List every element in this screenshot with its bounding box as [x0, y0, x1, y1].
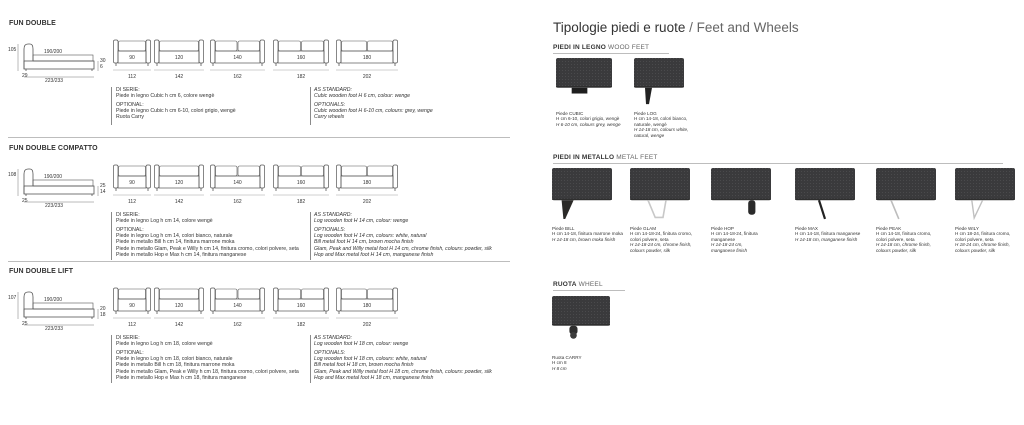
- it-spec-line: OPTIONAL:: [116, 349, 144, 356]
- front-view-drawing: [113, 285, 151, 331]
- front-view-drawing: [154, 162, 204, 208]
- sofa-width-label: 90: [129, 180, 135, 186]
- it-spec-line: Piede in legno Log h cm 18, colore wengè: [116, 341, 213, 348]
- en-spec-line: Hop and Max metal foot H 14 cm, manganese finish: [314, 251, 434, 258]
- foot-caption-line: H 14-18-24 cm,: [711, 242, 743, 248]
- foot-caption-line: H 14-18 cm, chrome finish,: [876, 242, 931, 248]
- wheel-heading-it: RUOTA: [553, 281, 577, 288]
- sofa-total-width: 142: [174, 322, 184, 328]
- peak-foot-photo: [876, 168, 936, 220]
- it-spec-line: Piede in legno Log h cm 14, colore wengè: [116, 218, 213, 225]
- section-divider: [8, 137, 510, 138]
- side-top-dim: 190/200: [44, 49, 63, 55]
- en-spec-line: Glam, Peak and Willy metal foot H 14 cm, chrome finish, colours: powder, silk: [314, 245, 492, 252]
- front-view-drawing: [210, 285, 265, 331]
- sofa-total-width: 202: [362, 74, 372, 80]
- foot-name: Piede MAX: [795, 226, 818, 231]
- metal-feet-divider: [553, 163, 1003, 164]
- en-spec-line: Glam, Peak and Willy metal foot H 18 cm, chrome finish, colours: powder, silk: [314, 368, 492, 375]
- side-length-dim: 223/233: [45, 203, 64, 209]
- sofa-width-label: 120: [174, 303, 184, 309]
- sofa-total-width: 112: [128, 199, 136, 205]
- sofa-width-label: 120: [174, 180, 184, 186]
- wheel-heading: [553, 281, 603, 288]
- en-spec-line: Bill metal foot H 18 cm, brown mocha finish: [314, 362, 414, 369]
- side-height-label: 107: [8, 295, 17, 301]
- front-view-drawing: [336, 37, 398, 83]
- sofa-width-label: 140: [233, 303, 242, 309]
- side-top-dim: 190/200: [44, 174, 63, 180]
- side-foot-dim: 25: [22, 321, 28, 327]
- foot-caption-line: H cm 8: [552, 360, 567, 366]
- en-spec-line: Log wooden foot H 18 cm, colour: wenge: [314, 341, 409, 348]
- text-divider-left: [111, 87, 112, 125]
- side-right-dim-1: 30: [100, 58, 106, 64]
- side-right-dim-2: 6: [100, 64, 103, 70]
- it-spec-line: Piede in legno Log h cm 14, colori bianco, naturale: [116, 232, 233, 239]
- glam-foot-photo: [630, 168, 690, 220]
- side-foot-dim: 29: [22, 73, 28, 79]
- it-spec-line: Piede in metallo Hop e Max h cm 14, finitura manganese: [116, 251, 247, 258]
- foot-name: Piede LOG: [634, 111, 657, 116]
- foot-caption-line: manganese: [711, 236, 736, 242]
- side-height-label: 108: [8, 172, 17, 178]
- front-view-drawing: [273, 37, 329, 83]
- it-spec-line: Piede in metallo Glam, Peak e Willy h cm 14, finitura cromo, colori polvere, seta: [116, 245, 299, 252]
- sofa-width-label: 160: [296, 303, 306, 309]
- foot-name: Piede PEAK: [876, 226, 902, 231]
- foot-caption-line: H cm 14-18-24, finitura cromo,: [630, 231, 693, 237]
- foot-caption-line: naturale, wengè: [634, 121, 667, 127]
- en-spec-line: AS STANDARD:: [314, 335, 352, 341]
- foot-caption-line: H cm 14-18, finitura manganese: [795, 231, 861, 237]
- foot-caption-line: H 18-24 cm, chrome finish,: [955, 242, 1010, 248]
- wood-feet-heading-en: WOOD FEET: [606, 44, 650, 51]
- front-view-drawing: [336, 285, 398, 331]
- en-spec-line: Hop and Max metal foot H 18 cm, manganese finish: [314, 374, 434, 381]
- it-spec-line: Piede in metallo Hop e Max h cm 18, finitura manganese: [116, 374, 247, 381]
- section-title: FUN DOUBLE COMPATTO: [9, 145, 98, 152]
- page-title-en: / Feet and Wheels: [685, 20, 799, 35]
- it-spec-line: Piede in metallo Bill h cm 18, finitura marrone moka: [116, 362, 235, 369]
- foot-caption-line: H 6-10 cm, colours grey, wenge: [556, 121, 621, 127]
- sofa-total-width: 142: [174, 74, 184, 80]
- sofa-total-width: 162: [233, 322, 242, 328]
- section-title: FUN DOUBLE LIFT: [9, 268, 74, 275]
- it-spec-line: Piede in metallo Glam, Peak e Willy h cm 18, finitura cromo, colori polvere, seta: [116, 368, 299, 375]
- foot-caption-line: natural, wenge: [634, 132, 665, 138]
- metal-feet-heading-it: PIEDI IN METALLO: [553, 154, 615, 161]
- sofa-total-width: 182: [296, 199, 306, 205]
- foot-caption-line: H cm 14-18, finitura marrone moka: [552, 231, 623, 237]
- wheel-divider: [553, 290, 625, 291]
- wily-foot-photo: [955, 168, 1015, 220]
- sofa-width-label: 180: [362, 55, 372, 61]
- front-view-drawing: [113, 37, 151, 83]
- foot-caption-line: H cm 6-10, colori grigio, wengè: [556, 116, 620, 122]
- sofa-total-width: 112: [128, 322, 136, 328]
- foot-caption-line: colori polvere, seta: [955, 236, 994, 242]
- it-spec-line: Ruota Carry: [116, 114, 144, 121]
- en-spec-line: OPTIONALS:: [314, 349, 346, 356]
- en-spec-line: Carry wheels: [314, 114, 345, 121]
- side-length-dim: 223/233: [45, 78, 64, 84]
- side-length-dim: 223/233: [45, 326, 64, 332]
- foot-name: Piede WILY: [955, 226, 979, 231]
- wheel-heading-en: WHEEL: [576, 281, 603, 288]
- text-divider-left: [111, 212, 112, 260]
- it-spec-line: DI SERIE:: [116, 87, 140, 93]
- sofa-width-label: 180: [362, 303, 372, 309]
- sofa-total-width: 182: [296, 74, 306, 80]
- side-right-dim-1: 20: [100, 306, 106, 312]
- sofa-width-label: 160: [296, 180, 306, 186]
- side-top-dim: 190/200: [44, 297, 63, 303]
- it-spec-line: Piede in legno Cubic h cm 6, colore wengè: [116, 93, 215, 100]
- sofa-total-width: 162: [233, 199, 242, 205]
- sofa-width-label: 140: [233, 55, 242, 61]
- sofa-total-width: 202: [362, 199, 372, 205]
- front-view-drawing: [336, 162, 398, 208]
- foot-caption-line: H 14-18 cm, brown moka finish: [552, 236, 616, 242]
- it-spec-line: OPTIONAL:: [116, 101, 144, 108]
- en-spec-line: Log wooden foot H 14 cm, colour: wenge: [314, 218, 409, 225]
- section-title: FUN DOUBLE: [9, 20, 56, 27]
- max-foot-photo: [795, 168, 855, 220]
- it-spec-line: DI SERIE:: [116, 335, 140, 341]
- en-spec-line: OPTIONALS:: [314, 101, 346, 108]
- carry-foot-photo: [552, 296, 610, 344]
- bill-foot-photo: [552, 168, 612, 220]
- front-view-drawing: [154, 37, 204, 83]
- foot-name: Piede GLAM: [630, 226, 657, 231]
- text-divider-left: [111, 335, 112, 383]
- sofa-total-width: 202: [362, 322, 372, 328]
- side-right-dim-1: 25: [100, 183, 106, 189]
- front-view-drawing: [210, 162, 265, 208]
- front-view-drawing: [273, 285, 329, 331]
- side-right-dim-2: 14: [100, 189, 106, 195]
- sofa-width-label: 140: [233, 180, 242, 186]
- it-spec-line: Piede in legno Log h cm 18, colori bianco, naturale: [116, 355, 233, 362]
- foot-caption-line: colori polvere, seta: [630, 236, 669, 242]
- foot-caption-line: colours powder, silk: [630, 247, 671, 253]
- en-spec-line: Cubic wooden foot H 6 cm, colour: wenge: [314, 93, 411, 100]
- side-right-dim-2: 18: [100, 312, 106, 318]
- front-view-drawing: [113, 162, 151, 208]
- sofa-total-width: 162: [233, 74, 242, 80]
- foot-caption-line: H cm 18-24, finitura cromo,: [955, 231, 1011, 237]
- it-spec-line: Piede in metallo Bill h cm 14, finitura marrone moka: [116, 239, 235, 246]
- front-view-drawing: [273, 162, 329, 208]
- side-height-label: 105: [8, 47, 17, 53]
- foot-caption-line: colours powder, silk: [955, 247, 996, 253]
- wood-feet-heading-it: PIEDI IN LEGNO: [553, 44, 607, 51]
- sofa-width-label: 90: [129, 303, 135, 309]
- foot-caption-line: colori polvere, seta: [876, 236, 915, 242]
- foot-name: Ruota CARRY: [552, 355, 582, 360]
- foot-caption-line: manganese finish: [711, 247, 748, 253]
- foot-caption-line: H cm 14-18-24, finitura: [711, 231, 758, 237]
- text-divider-right: [310, 212, 311, 260]
- sofa-width-label: 160: [296, 55, 306, 61]
- sofa-width-label: 180: [362, 180, 372, 186]
- foot-caption-line: H 14-18 cm, colours white,: [634, 127, 689, 133]
- foot-caption-line: colours powder, silk: [876, 247, 917, 253]
- page-title: [553, 20, 799, 35]
- text-divider-right: [310, 87, 311, 125]
- text-divider-right: [310, 335, 311, 383]
- en-spec-line: Log wooden foot H 14 cm, colours: white, natural: [314, 232, 427, 239]
- hop-foot-photo: [711, 168, 771, 220]
- en-spec-line: OPTIONALS:: [314, 226, 346, 233]
- front-view-drawing: [210, 37, 265, 83]
- foot-caption-line: H 14-18-24 cm, chrome finish,: [630, 242, 692, 248]
- foot-caption-line: H 8 cm: [552, 365, 567, 371]
- cubic-foot-photo: [556, 58, 612, 106]
- page-title-it: Tipologie piedi e ruote: [553, 20, 686, 35]
- wood-feet-heading: [553, 44, 649, 51]
- foot-name: Piede BILL: [552, 226, 575, 231]
- en-spec-line: AS STANDARD:: [314, 212, 352, 218]
- foot-caption-line: H cm 14-18, colori bianco,: [634, 116, 688, 122]
- section-divider: [8, 261, 510, 262]
- it-spec-line: Piede in legno Cubic h cm 6-10, colori grigio, wengè: [116, 107, 236, 114]
- sofa-total-width: 112: [128, 74, 136, 80]
- en-spec-line: AS STANDARD:: [314, 87, 352, 93]
- sofa-width-label: 120: [174, 55, 184, 61]
- sofa-total-width: 182: [296, 322, 306, 328]
- foot-caption-line: H cm 14-18, finitura cromo,: [876, 231, 932, 237]
- sofa-width-label: 90: [129, 55, 135, 61]
- front-view-drawing: [154, 285, 204, 331]
- metal-feet-heading: [553, 154, 658, 161]
- log-foot-photo: [634, 58, 684, 106]
- wood-feet-divider: [553, 53, 669, 54]
- en-spec-line: Cubic wooden foot H 6-10 cm, colours: grey, wenge: [314, 107, 433, 114]
- en-spec-line: Bill metal foot H 14 cm, brown mocha finish: [314, 239, 414, 246]
- metal-feet-heading-en: METAL FEET: [614, 154, 658, 161]
- it-spec-line: DI SERIE:: [116, 212, 140, 218]
- en-spec-line: Log wooden foot H 18 cm, colours: white, natural: [314, 355, 427, 362]
- foot-caption-line: H 14-18 cm, manganese finish: [795, 236, 858, 242]
- foot-name: Piede CUBIC: [556, 111, 584, 116]
- side-foot-dim: 25: [22, 198, 28, 204]
- sofa-total-width: 142: [174, 199, 184, 205]
- foot-name: Piede HOP: [711, 226, 734, 231]
- it-spec-line: OPTIONAL:: [116, 226, 144, 233]
